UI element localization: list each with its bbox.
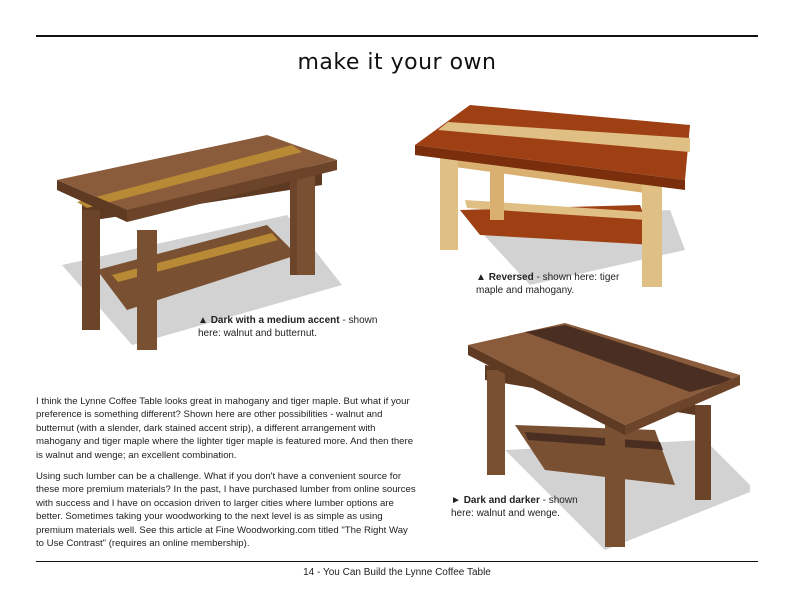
body-paragraph-2: Using such lumber can be a challenge. What if you don't have a convenient source for these more premium materials? In the past, I have purchased lumber from online sources with success and I have on occasion driven to larger cities where lumber options are better. Sometimes taking your woodworking to the next level is as simple as using premium materials well. See this article at Fine Woodworking.com titled "The Right Way to Use Contrast" (requires an online membership). — [36, 471, 416, 550]
leg-back-right — [695, 405, 711, 500]
caption-marker: ▲ — [476, 272, 486, 283]
caption-desc: - shown here: walnut and wenge. — [451, 495, 578, 519]
top-rule — [36, 35, 758, 37]
caption-marker: ► — [451, 495, 461, 506]
mahogany-tiger-maple-table-image — [410, 100, 695, 295]
leg-front-left — [82, 210, 100, 330]
caption-title: Reversed — [488, 272, 534, 283]
caption-title: Dark and darker — [463, 495, 540, 506]
body-text — [36, 395, 416, 558]
caption-desc: - shown here: tiger maple and mahogany. — [476, 272, 620, 296]
leg-front-left — [487, 370, 505, 475]
body-paragraph-1: I think the Lynne Coffee Table looks great in mahogany and tiger maple. But what if your preference is something different? Shown here are other possibilities - walnut and butternut (with a slender, dark stained accent strip), a different arrangement with mahogany and tiger maple where the lighter tiger maple is featured more. And then there is walnut and wenge; an excellent combination. — [36, 396, 414, 461]
caption-dark-and-darker — [451, 494, 591, 520]
leg-back-left — [490, 160, 504, 220]
leg-right — [297, 170, 315, 275]
caption-reversed — [476, 271, 626, 297]
caption-marker: ▲ — [198, 315, 208, 326]
page-footer: 14 - You Can Build the Lynne Coffee Table — [303, 567, 491, 578]
caption-desc: - shown here: walnut and butternut. — [198, 315, 378, 339]
page-title: make it your own — [297, 50, 497, 75]
caption-walnut-butternut — [198, 314, 398, 340]
bottom-rule — [36, 561, 758, 562]
leg-front-right — [605, 425, 625, 547]
caption-title: Dark with a medium accent — [210, 315, 340, 326]
leg-front-right — [642, 182, 662, 287]
leg-front-left — [440, 155, 458, 250]
leg-front-right — [137, 230, 157, 350]
